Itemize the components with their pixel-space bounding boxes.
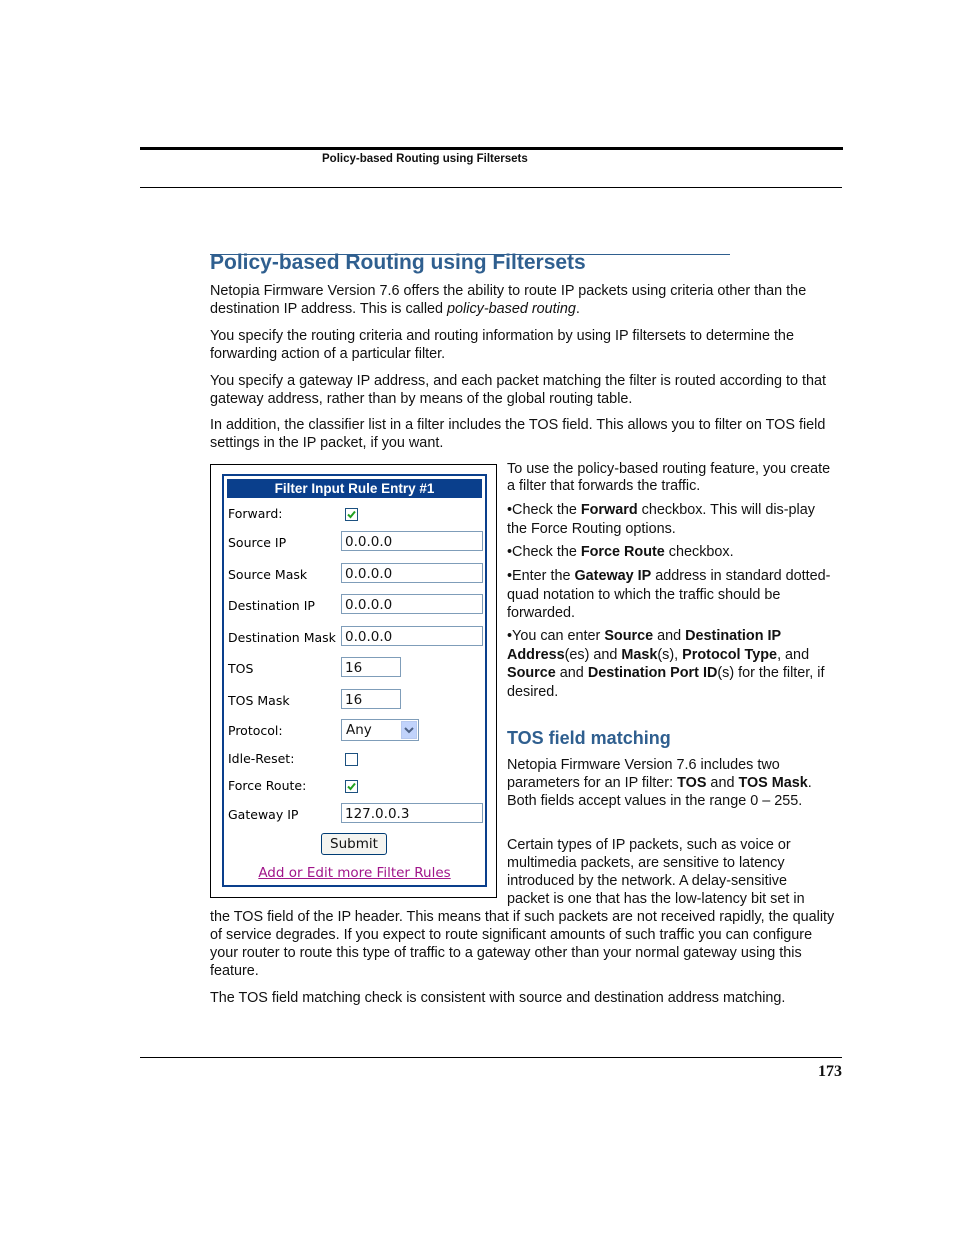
gateway-ip-input[interactable]: 127.0.0.3 <box>341 803 483 823</box>
step-optional-fields: •You can enter Source and Destination IP Address(es) and Mask(s), Protocol Type, and Source and Destination Port ID(s) for the filter, if desired. <box>507 628 825 700</box>
intro-paragraph-1 <box>210 282 835 318</box>
filter-rule-form <box>222 474 487 887</box>
page-number: 173 <box>818 1063 842 1080</box>
header-bottom-rule <box>140 187 842 188</box>
forward-term: Forward <box>580 502 638 518</box>
tos-input[interactable]: 16 <box>341 657 401 677</box>
source-mask-input[interactable]: 0.0.0.0 <box>341 563 483 583</box>
intro-text-b: . <box>575 301 580 317</box>
force-route-label: Force Route: <box>228 778 307 793</box>
forward-checkbox[interactable] <box>345 508 358 521</box>
step-forward: •Check the Forward checkbox. This will dis-play the Force Routing options. <box>507 502 815 537</box>
tos-paragraph-3: The TOS field matching check is consistent with source and destination address matching. <box>210 990 786 1006</box>
intro-term: policy-based routing <box>447 301 576 317</box>
tos-label: TOS <box>228 661 254 676</box>
forward-label: Forward: <box>228 506 283 521</box>
dest-mask-input[interactable]: 0.0.0.0 <box>341 626 483 646</box>
intro-paragraph-3: You specify a gateway IP address, and each packet matching the filter is routed according to that gateway address, rather than by means of the global routing table. <box>210 373 826 407</box>
intro-text-a: Netopia Firmware Version 7.6 offers the ability to route IP packets using criteria other than the destination IP address. This is called <box>210 283 807 317</box>
dest-ip-input[interactable]: 0.0.0.0 <box>341 594 483 614</box>
idle-reset-checkbox[interactable] <box>345 753 358 766</box>
tos-paragraph-2-continued: the TOS field of the IP header. This means that if such packets are not received rapidly, the quality of service degrades. If you expect to route significant amounts of such traffic you can configure your router to route this type of traffic to a gateway other than your normal gateway using this feature. <box>210 909 835 979</box>
force-route-term: Force Route <box>580 544 665 560</box>
gateway-ip-label: Gateway IP <box>228 807 299 822</box>
idle-reset-label: Idle-Reset: <box>228 751 295 766</box>
submit-button[interactable]: Submit <box>321 833 387 855</box>
running-header-title: Policy-based Routing using Filtersets <box>322 153 528 165</box>
tos-section-title: TOS field matching <box>507 728 671 748</box>
procedure-intro: To use the policy-based routing feature, you create a filter that forwards the traffic. <box>507 461 831 494</box>
chevron-down-icon[interactable] <box>401 721 417 739</box>
footer-rule <box>140 1057 842 1058</box>
tos-paragraph-2-start: Certain types of IP packets, such as voice or multimedia packets, are sensitive to latency introduced by the network. A delay-sensitive packet is one that has the low-latency bit set in <box>507 837 805 907</box>
header-top-rule <box>140 147 843 150</box>
intro-paragraph-4: In addition, the classifier list in a filter includes the TOS field. This allows you to filter on TOS field settings in the IP packet, if you want. <box>210 417 826 451</box>
protocol-select[interactable] <box>341 719 419 741</box>
add-edit-filter-rules-link[interactable]: Add or Edit more Filter Rules <box>258 865 451 881</box>
check-icon <box>347 510 356 519</box>
gateway-ip-term: Gateway IP <box>574 568 652 584</box>
step-force-route: •Check the Force Route checkbox. <box>507 544 734 560</box>
check-icon <box>347 782 356 791</box>
step-gateway-ip: •Enter the Gateway IP address in standard dotted-quad notation to which the traffic should be forwarded. <box>507 568 831 621</box>
tos-mask-label: TOS Mask <box>228 693 290 708</box>
dest-mask-label: Destination Mask <box>228 630 336 645</box>
page-title: Policy-based Routing using Filtersets <box>210 251 586 274</box>
form-header: Filter Input Rule Entry #1 <box>227 479 482 498</box>
force-route-checkbox[interactable] <box>345 780 358 793</box>
dest-ip-label: Destination IP <box>228 598 315 613</box>
source-mask-label: Source Mask <box>228 567 308 582</box>
source-ip-label: Source IP <box>228 535 287 550</box>
intro-paragraph-2: You specify the routing criteria and routing information by using IP filtersets to determine the forwarding action of a particular filter. <box>210 328 794 362</box>
tos-mask-input[interactable]: 16 <box>341 689 401 709</box>
source-ip-input[interactable]: 0.0.0.0 <box>341 531 483 551</box>
tos-paragraph-1: Netopia Firmware Version 7.6 includes two parameters for an IP filter: TOS and TOS Mask. Both fields accept values in the range 0 – 255. <box>507 757 812 809</box>
protocol-label: Protocol: <box>228 723 283 738</box>
protocol-selected-value: Any <box>346 722 372 738</box>
